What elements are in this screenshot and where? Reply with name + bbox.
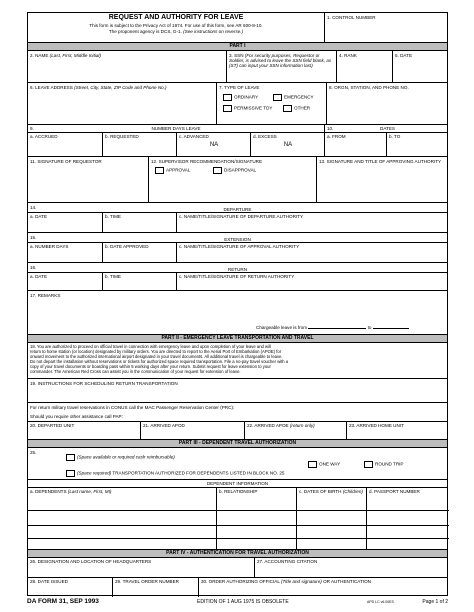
to-date-field[interactable]: b. TO	[386, 133, 449, 156]
return-header: 16. RETURN	[28, 263, 447, 273]
extension-label: EXTENSION	[224, 237, 251, 242]
travel-order-number-field[interactable]: 29. TRAVEL ORDER NUMBER	[112, 578, 198, 597]
departed-unit-field[interactable]: 20. DEPARTED UNIT	[30, 423, 75, 428]
excess-field[interactable]: d. EXCESS NA	[250, 133, 324, 156]
departure-row	[28, 213, 447, 233]
requestor-signature-field[interactable]: 11. SIGNATURE OF REQUESTOR	[30, 159, 102, 164]
page-number: Page 1 of 2	[422, 599, 448, 605]
departure-header: 14. DEPARTURE	[28, 203, 447, 213]
name-field[interactable]: 2. NAME (Last, First, Middle Initial)	[30, 53, 101, 58]
dependent-info-header: DEPENDENT INFORMATION	[28, 480, 447, 488]
other-checkbox[interactable]	[283, 105, 292, 112]
instructions-19: 19. INSTRUCTIONS FOR SCHEDULING RETURN TRANSPORTATION	[28, 379, 447, 403]
type-of-leave-group: 7. TYPE OF LEAVE ORDINARY EMERGENCY PERMISSIVE TDY OTHER	[216, 83, 326, 124]
row-name	[28, 51, 447, 83]
departure-date-field[interactable]: a. DATE	[30, 214, 48, 219]
rank-label: 4. RANK	[339, 53, 357, 58]
travel-row	[28, 422, 447, 440]
orgn-label: 8. ORGN, STATION, AND PHONE NO.	[329, 85, 409, 90]
ordinary-checkbox[interactable]	[223, 94, 232, 101]
pmc-line: For return military travel reservations in CONUS call the MAC Passenger Reservation Center (PRC):	[30, 405, 235, 410]
extension-days-field[interactable]: a. NUMBER DAYS	[30, 244, 69, 249]
departure-time-field[interactable]: b. TIME	[102, 213, 176, 232]
chargeable-leave: Chargeable leave is from to	[256, 325, 409, 330]
leave-address-label: 6. LEAVE ADDRESS	[30, 85, 73, 90]
arrived-apoe-field[interactable]: 22. ARRIVED APOE (return only)	[244, 422, 346, 439]
return-label: RETURN	[227, 267, 248, 272]
remarks-label: 17. REMARKS	[30, 293, 61, 298]
leave-address-field[interactable]: 6. LEAVE ADDRESS (Street, City, State, ZIP Code and Phone No.)	[30, 85, 167, 90]
one-way-checkbox[interactable]	[308, 461, 317, 468]
dob-column[interactable]: c. DATES OF BIRTH (Children)	[296, 488, 366, 549]
return-date-field[interactable]: a. DATE	[30, 274, 48, 279]
extension-row	[28, 243, 447, 263]
return-time-field[interactable]: b. TIME	[102, 273, 176, 290]
apd-version: APD LC v6.00ES	[367, 600, 394, 604]
part1-bar: PART I	[28, 43, 447, 51]
advanced-field[interactable]: c. ADVANCED NA	[176, 133, 250, 156]
proponent-line: The proponent agency is DCS, G-1. (See instructions on reverse.)	[108, 29, 244, 34]
row-days-values	[28, 133, 447, 157]
emergency-checkbox[interactable]	[273, 94, 282, 101]
orgn-field[interactable]	[326, 83, 449, 124]
date-issued-field[interactable]: 28. DATE ISSUED	[30, 579, 68, 584]
permissive-tdy-checkbox[interactable]	[223, 105, 232, 112]
dependent-travel-25: 25. (Space available or required cash reimbursable) ONE WAY ROUND TRIP (Space required) TRANSPORTATION AUTHORIZED FOR DEPENDENTS LISTED IN BLOCK NO. 25	[28, 448, 447, 480]
departure-authority-field[interactable]: c. NAME/TITLE/SIGNATURE OF DEPARTURE AUTHORITY	[176, 213, 449, 232]
name-label: 2. NAME	[30, 53, 49, 58]
accrued-field[interactable]: a. ACCRUED	[30, 134, 58, 139]
auth-row-2	[28, 578, 447, 597]
row-days-header: 9. NUMBER DAYS LEAVE 10. DATES	[28, 125, 447, 133]
ssn-label: 3. SSN (For security purposes, Requestor or Soldier, is advised to leave the SSN field blank, as (ST) can input your SSN information last)	[229, 53, 332, 68]
dates-label: DATES	[380, 126, 395, 131]
return-authority-field[interactable]: c. NAME/TITLE/SIGNATURE OF RETURN AUTHORITY	[176, 273, 449, 290]
requested-field[interactable]: b. REQUESTED	[102, 133, 176, 156]
part4-bar: PART IV - AUTHENTICATION FOR TRAVEL AUTHORIZATION	[28, 550, 447, 558]
space-required-checkbox[interactable]	[66, 470, 75, 477]
form-header	[28, 13, 447, 43]
part2-bar: PART II - EMERGENCY LEAVE TRANSPORTATION AND TRAVEL	[28, 335, 447, 343]
part3-bar: PART III - DEPENDENT TRAVEL AUTHORIZATION	[28, 440, 447, 448]
ssn-field[interactable]	[226, 51, 336, 82]
type-of-leave-label: 7. TYPE OF LEAVE	[219, 85, 260, 90]
remarks-field[interactable]	[28, 291, 447, 335]
authorizing-official-field[interactable]: 30. ORDER AUTHORIZING OFFICIAL (Title and signature) OR AUTHENTICATION	[198, 578, 449, 597]
approval-authority-field[interactable]: c. NAME/TITLE/SIGNATURE OF APPROVAL AUTHORITY	[176, 243, 449, 262]
date-field[interactable]	[392, 51, 449, 82]
rank-field[interactable]	[336, 51, 392, 82]
headquarters-field[interactable]: 26. DESIGNATION AND LOCATION OF HEADQUARTERS	[30, 559, 152, 564]
control-number-field[interactable]	[324, 13, 449, 42]
accounting-citation-field[interactable]: 27. ACCOUNTING CITATION	[254, 558, 449, 577]
auth-row-1	[28, 558, 447, 578]
num-days-leave-label: NUMBER DAYS LEAVE	[151, 126, 201, 131]
extension-date-approved-field[interactable]: b. DATE APPROVED	[102, 243, 176, 262]
supervisor-group: 12. SUPERVISOR RECOMMENDATION/SIGNATURE APPROVAL DISAPPROVAL	[148, 157, 316, 202]
date-label: 5. DATE	[395, 53, 413, 58]
row-signatures	[28, 157, 447, 203]
passport-column[interactable]: d. PASSPORT NUMBER	[366, 488, 449, 549]
approval-checkbox[interactable]	[155, 167, 164, 174]
arrived-home-unit-field[interactable]: 23. ARRIVED HOME UNIT	[346, 422, 449, 439]
space-available-checkbox[interactable]	[66, 454, 75, 461]
departure-label: DEPARTURE	[223, 207, 252, 212]
relationship-column[interactable]: b. RELATIONSHIP	[216, 488, 296, 549]
paragraph-18: 18. You are authorized to proceed on official travel in connection with emergency leave and upon completion of your leave and will return to home station (or location) designated by military orders. You are directed to report to the Aerial Port of Embarkation (APOE) for onward movement to the authorized international airport designated in your travel documents. All additional travel is chargeable to leave. Do not depart the installation without reservations or tickets for authorized space required transportation. File a no-pay travel voucher with a copy of your travel documents or boarding pass within 5 working days after your return. Submit request for leave extension to your commander. The American Red Cross can assist you in the communication of your request for extension of leave.	[28, 343, 447, 379]
round-trip-checkbox[interactable]	[364, 461, 373, 468]
form-footer	[27, 597, 448, 609]
form-number: DA FORM 31, SEP 1993	[27, 598, 99, 605]
from-date-field[interactable]: a. FROM	[324, 133, 386, 156]
excess-na: NA	[283, 142, 293, 148]
row-address	[28, 83, 447, 125]
advanced-na: NA	[209, 142, 219, 148]
leave-form	[27, 12, 448, 596]
dependent-table	[28, 488, 447, 550]
extension-header: 15. EXTENSION	[28, 233, 447, 243]
approving-authority-field[interactable]: 13. SIGNATURE AND TITLE OF APPROVING AUTHORITY	[316, 157, 449, 202]
form-title: REQUEST AND AUTHORITY FOR LEAVE	[108, 14, 244, 21]
dependents-column[interactable]: a. DEPENDENTS (Last name, First, MI)	[28, 488, 216, 549]
disapproval-checkbox[interactable]	[213, 167, 222, 174]
return-row	[28, 273, 447, 291]
edition-note: EDITION OF 1 AUG 1975 IS OBSOLETE	[197, 599, 289, 605]
pap-line: Should you require other assistance call PAP:	[28, 413, 447, 422]
control-number-label: 1. CONTROL NUMBER	[327, 15, 376, 20]
supervisor-label: 12. SUPERVISOR RECOMMENDATION/SIGNATURE	[151, 159, 263, 164]
privacy-line: This form is subject to the Privacy Act of 1974. For use of this form, see AR 600-8-10.	[89, 23, 263, 28]
arrived-apod-field[interactable]: 21. ARRIVED APOD	[140, 422, 244, 439]
